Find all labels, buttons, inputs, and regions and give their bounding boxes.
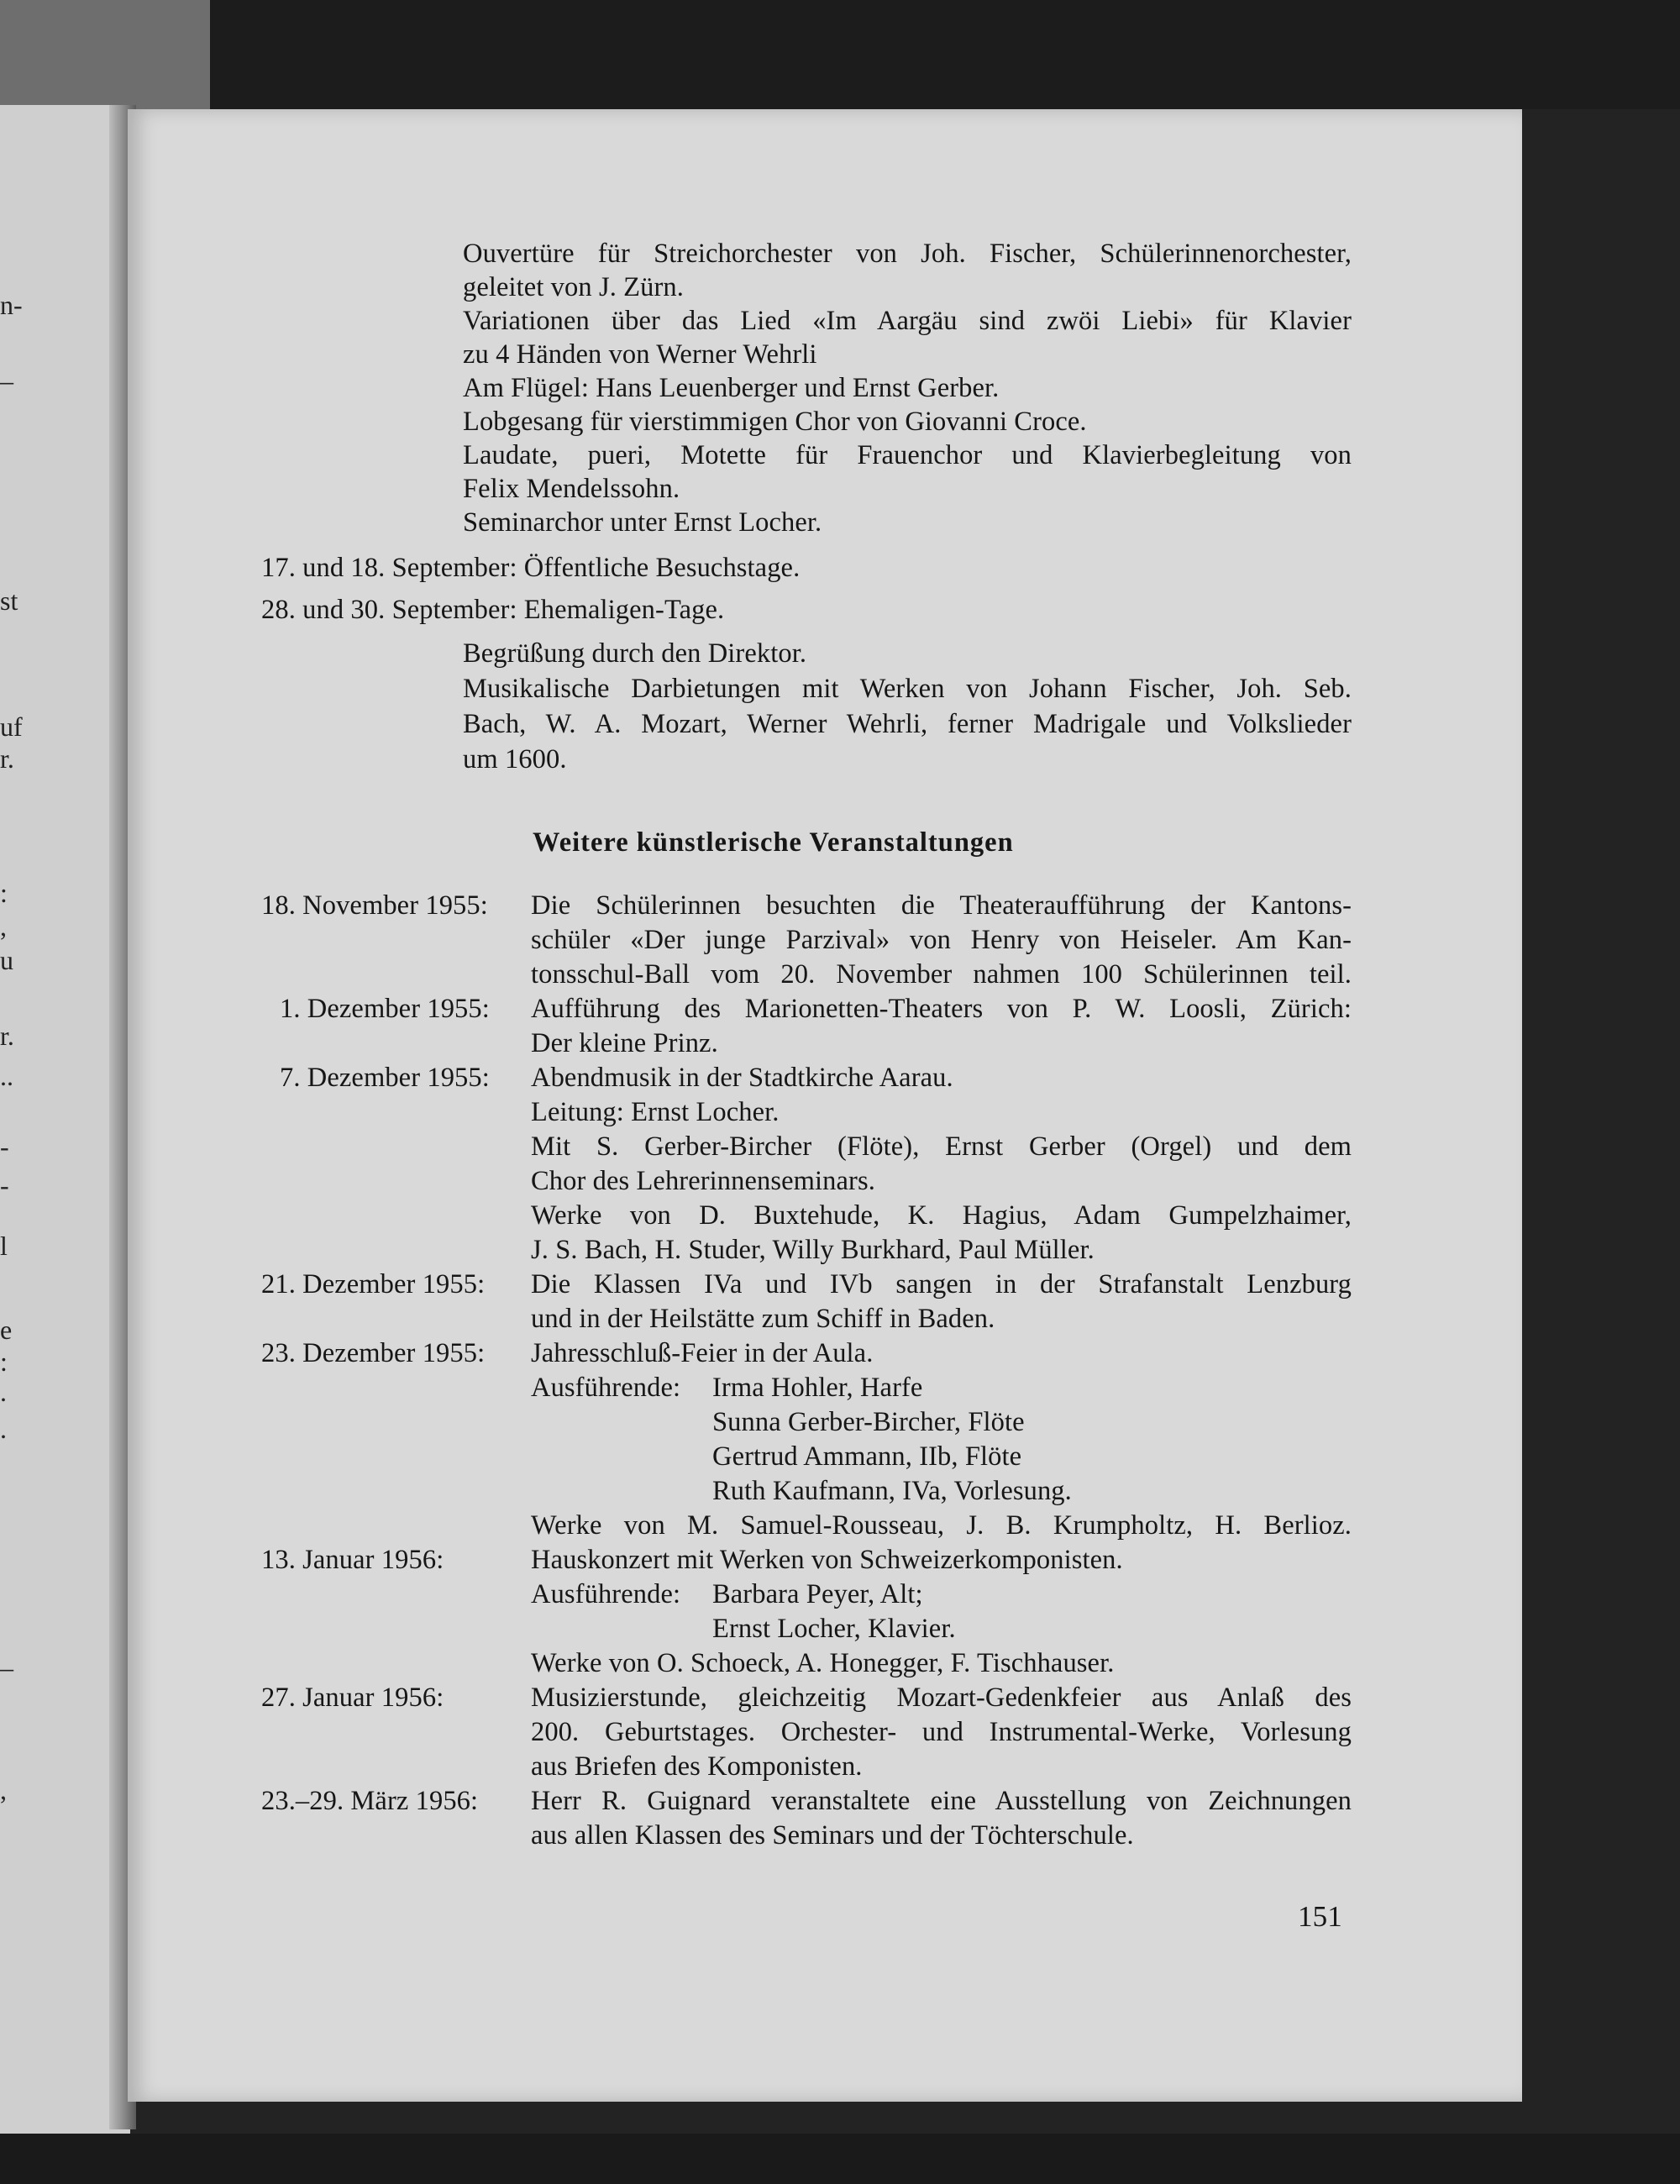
left-page-fragment: uf	[0, 711, 23, 742]
event-text: tonsschul-Ball vom 20. November nahmen 100 Schülerinnen teil.	[531, 959, 1352, 990]
performer: Irma Hohler, Harfe	[712, 1373, 923, 1403]
left-page-fragment: :	[0, 878, 8, 908]
text-line: zu 4 Händen von Werner Wehrli	[463, 339, 817, 370]
book-binding-edge	[0, 0, 210, 113]
event-text: Der kleine Prinz.	[531, 1028, 718, 1058]
event-text: Leitung: Ernst Locher.	[531, 1097, 780, 1127]
left-page-fragment: st	[0, 585, 18, 616]
left-page-fragment: n-	[0, 290, 23, 320]
left-page-fragment: ,	[0, 911, 7, 942]
performers-label: Ausführende:	[531, 1373, 681, 1403]
left-page-fragment: -	[0, 1131, 9, 1162]
text-line: Ouvertüre für Streichorchester von Joh. Fischer, Schülerinnenorchester,	[463, 239, 1352, 269]
left-page-fragment: -	[0, 1170, 9, 1200]
event-date: 23.–29. März 1956:	[261, 1786, 479, 1816]
performer: Sunna Gerber-Bircher, Flöte	[712, 1407, 1025, 1437]
text-line: Am Flügel: Hans Leuenberger und Ernst Gerber.	[463, 373, 1000, 403]
text-line: Seminarchor unter Ernst Locher.	[463, 507, 822, 538]
event-text: Abendmusik in der Stadtkirche Aarau.	[531, 1063, 953, 1093]
event-text: aus allen Klassen des Seminars und der Töchterschule.	[531, 1820, 1134, 1851]
text-line: um 1600.	[463, 744, 567, 774]
event-text: Jahresschluß-Feier in der Aula.	[531, 1338, 874, 1368]
event-text: Musizierstunde, gleichzeitig Mozart-Gedenkfeier aus Anlaß des	[531, 1683, 1352, 1713]
page-number: 151	[1298, 1900, 1342, 1933]
performer: Barbara Peyer, Alt;	[712, 1579, 923, 1609]
performer: Gertrud Ammann, IIb, Flöte	[712, 1441, 1022, 1472]
performer: Ernst Locher, Klavier.	[712, 1614, 956, 1644]
event-text: schüler «Der junge Parzival» von Henry von Heiseler. Am Kan-	[531, 925, 1352, 955]
left-page-fragment: –	[0, 1652, 13, 1683]
event-date: 1. Dezember 1955:	[280, 994, 490, 1024]
left-page-fragment: .	[0, 1377, 7, 1407]
event-text: Werke von M. Samuel-Rousseau, J. B. Krumpholtz, H. Berlioz.	[531, 1510, 1352, 1541]
left-page-fragment: ,	[0, 1775, 7, 1805]
event-text: 200. Geburtstages. Orchester- und Instrumental-Werke, Vorlesung	[531, 1717, 1352, 1747]
scan-background-bottom	[0, 2134, 1680, 2184]
event-text: Die Schülerinnen besuchten die Theateraufführung der Kantons-	[531, 890, 1352, 921]
event-text: Die Klassen IVa und IVb sangen in der Strafanstalt Lenzburg	[531, 1269, 1352, 1299]
left-page-fragment: :	[0, 1347, 8, 1377]
left-page-fragment: r.	[0, 1021, 14, 1051]
event-text: aus Briefen des Komponisten.	[531, 1751, 863, 1782]
left-page-fragment: l	[0, 1231, 8, 1261]
text-line: Variationen über das Lied «Im Aargäu sind zwöi Liebi» für Klavier	[463, 306, 1352, 336]
left-page-fragment: e	[0, 1315, 13, 1345]
event-text: Werke von O. Schoeck, A. Honegger, F. Tischhauser.	[531, 1648, 1115, 1678]
schedule-entry: 17. und 18. September: Öffentliche Besuchstage.	[261, 553, 801, 583]
event-text: Chor des Lehrerinnenseminars.	[531, 1166, 875, 1196]
left-page-fragment: u	[0, 945, 13, 975]
event-date: 18. November 1955:	[261, 890, 488, 921]
text-line: Lobgesang für vierstimmigen Chor von Giovanni Croce.	[463, 407, 1087, 437]
left-page-fragment: –	[0, 365, 13, 396]
event-text: und in der Heilstätte zum Schiff in Baden.	[531, 1304, 995, 1334]
section-heading: Weitere künstlerische Veranstaltungen	[533, 827, 1014, 858]
event-text: Herr R. Guignard veranstaltete eine Ausstellung von Zeichnungen	[531, 1786, 1352, 1816]
event-text: Mit S. Gerber-Bircher (Flöte), Ernst Gerber (Orgel) und dem	[531, 1131, 1352, 1162]
event-text: Hauskonzert mit Werken von Schweizerkomponisten.	[531, 1545, 1123, 1575]
scan-background-top	[0, 0, 1680, 109]
text-line: Bach, W. A. Mozart, Werner Wehrli, ferner Madrigale und Volkslieder	[463, 709, 1352, 739]
text-line: Laudate, pueri, Motette für Frauenchor und Klavierbegleitung von	[463, 440, 1352, 470]
performer: Ruth Kaufmann, IVa, Vorlesung.	[712, 1476, 1072, 1506]
event-text: Werke von D. Buxtehude, K. Hagius, Adam Gumpelzhaimer,	[531, 1200, 1352, 1231]
schedule-entry: 28. und 30. September: Ehemaligen-Tage.	[261, 595, 725, 625]
left-page-fragment: ..	[0, 1061, 13, 1091]
text-line: Begrüßung durch den Direktor.	[463, 638, 807, 669]
event-date: 7. Dezember 1955:	[280, 1063, 490, 1093]
performers-label: Ausführende:	[531, 1579, 681, 1609]
text-line: Felix Mendelssohn.	[463, 474, 680, 504]
event-date: 21. Dezember 1955:	[261, 1269, 486, 1299]
event-text: J. S. Bach, H. Studer, Willy Burkhard, Paul Müller.	[531, 1235, 1095, 1265]
event-date: 23. Dezember 1955:	[261, 1338, 486, 1368]
event-date: 13. Januar 1956:	[261, 1545, 444, 1575]
event-text: Aufführung des Marionetten-Theaters von P. W. Loosli, Zürich:	[531, 994, 1352, 1024]
text-line: geleitet von J. Zürn.	[463, 272, 684, 302]
left-page-fragment: r.	[0, 743, 14, 774]
text-line: Musikalische Darbietungen mit Werken von Johann Fischer, Joh. Seb.	[463, 674, 1352, 704]
event-date: 27. Januar 1956:	[261, 1683, 444, 1713]
left-page-fragment: .	[0, 1414, 7, 1444]
